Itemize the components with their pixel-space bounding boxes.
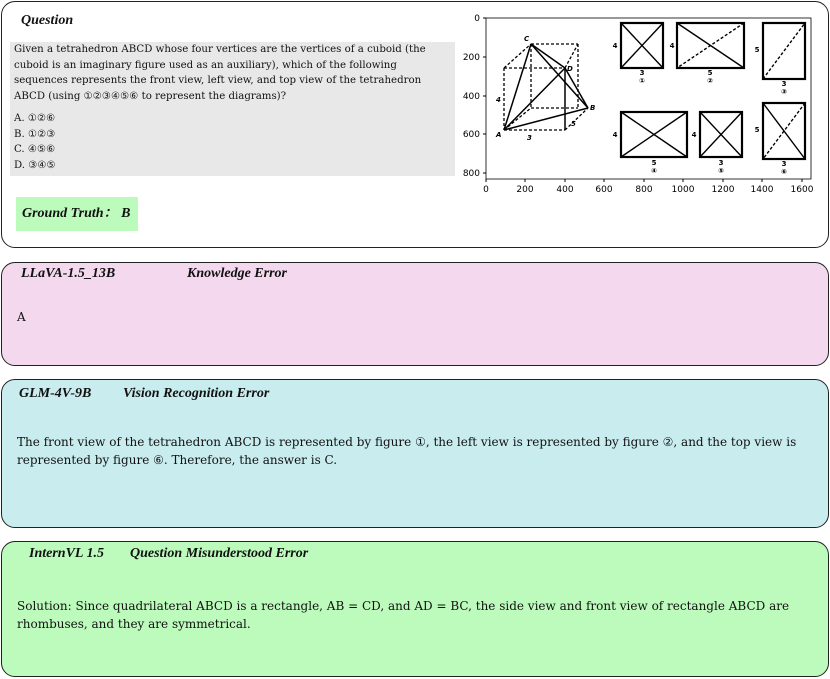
y-tick: 400 (462, 92, 480, 102)
view-bottom-label: 3 (781, 80, 787, 88)
model-answer: Solution: Since quadrilateral ABCD is a rectangle, AB = CD, and AD = BC, the side view and front view of rectangle ABCD are rhombuses, and they are symmetrical. (17, 599, 790, 631)
x-tick: 800 (635, 185, 653, 195)
view-label-3: ③ (781, 88, 787, 96)
vertex-label-c: C (524, 35, 530, 43)
view-side-label: 4 (612, 131, 618, 139)
y-tick: 800 (462, 169, 480, 179)
y-tick: 200 (462, 53, 480, 63)
response-panel-llava (1, 262, 829, 366)
edge-label: 3 (527, 134, 532, 142)
model-name: LLaVA-1.5_13B (21, 266, 116, 281)
view-bottom-label: 3 (639, 69, 645, 77)
view-bottom-label: 3 (718, 159, 724, 167)
view-label-5: ⑤ (718, 167, 724, 175)
x-tick: 1600 (790, 185, 814, 195)
view-side-label: 5 (754, 126, 760, 134)
model-name: InternVL 1.5 (29, 546, 104, 561)
vertex-label-a: A (496, 131, 502, 139)
x-tick: 600 (595, 185, 613, 195)
y-tick: 600 (462, 130, 480, 140)
y-tick: 0 (474, 14, 480, 24)
response-panel-internvl (1, 541, 829, 677)
vertex-label-d: D (567, 65, 573, 73)
x-tick: 400 (556, 185, 574, 195)
view-label-6: ⑥ (781, 168, 787, 176)
model-answer: A (17, 310, 26, 324)
edge-label: 4 (496, 96, 501, 104)
option-b: B. ①②③ (14, 128, 56, 140)
error-type: Knowledge Error (187, 266, 287, 281)
x-tick: 0 (483, 185, 489, 195)
error-type: Vision Recognition Error (123, 386, 270, 401)
question-text: Given a tetrahedron ABCD whose four vertices are the vertices of a cuboid (the cuboid is an imaginary figure used as an auxiliary), which of the following sequences represents the front view, left view, and top view of the tetrahedron ABCD (using ①②③④⑤⑥ to represent the diagrams)? (14, 44, 426, 102)
x-tick: 1000 (671, 185, 695, 195)
vertex-label-b: B (590, 104, 596, 112)
view-side-label: 4 (691, 131, 697, 139)
question-box (10, 42, 455, 176)
x-tick: 200 (516, 185, 534, 195)
view-label-4: ④ (651, 167, 657, 175)
view-bottom-label: 3 (781, 160, 787, 168)
view-side-label: 4 (612, 42, 618, 50)
question-heading: Question (21, 13, 74, 28)
y-axis (463, 14, 486, 179)
view-side-label: 4 (669, 42, 675, 50)
ground-truth-label: Ground Truth： (22, 206, 118, 221)
view-bottom-label: 5 (707, 69, 713, 77)
option-c: C. ④⑤⑥ (14, 144, 56, 155)
question-figure (457, 10, 819, 196)
ground-truth-badge (16, 197, 138, 231)
option-a: A. ①②⑥ (14, 113, 56, 124)
edge-label: 5 (571, 120, 576, 128)
x-tick: 1400 (750, 185, 774, 195)
view-bottom-label: 5 (651, 159, 657, 167)
x-axis (483, 179, 814, 195)
response-panel-glm (1, 379, 829, 528)
ground-truth-value: B (121, 206, 131, 221)
question-panel (1, 1, 829, 248)
error-type: Question Misunderstood Error (130, 546, 309, 561)
view-label-1: ① (639, 77, 645, 85)
option-d: D. ③④⑤ (14, 159, 56, 171)
view-side-label: 5 (754, 46, 760, 54)
view-label-2: ② (707, 77, 713, 85)
model-answer: The front view of the tetrahedron ABCD is represented by figure ①, the left view is represented by figure ②, and the top view is represented by figure ⑥. Therefore, the answer is C. (17, 435, 797, 467)
model-name: GLM-4V-9B (19, 386, 92, 401)
x-tick: 1200 (711, 185, 735, 195)
